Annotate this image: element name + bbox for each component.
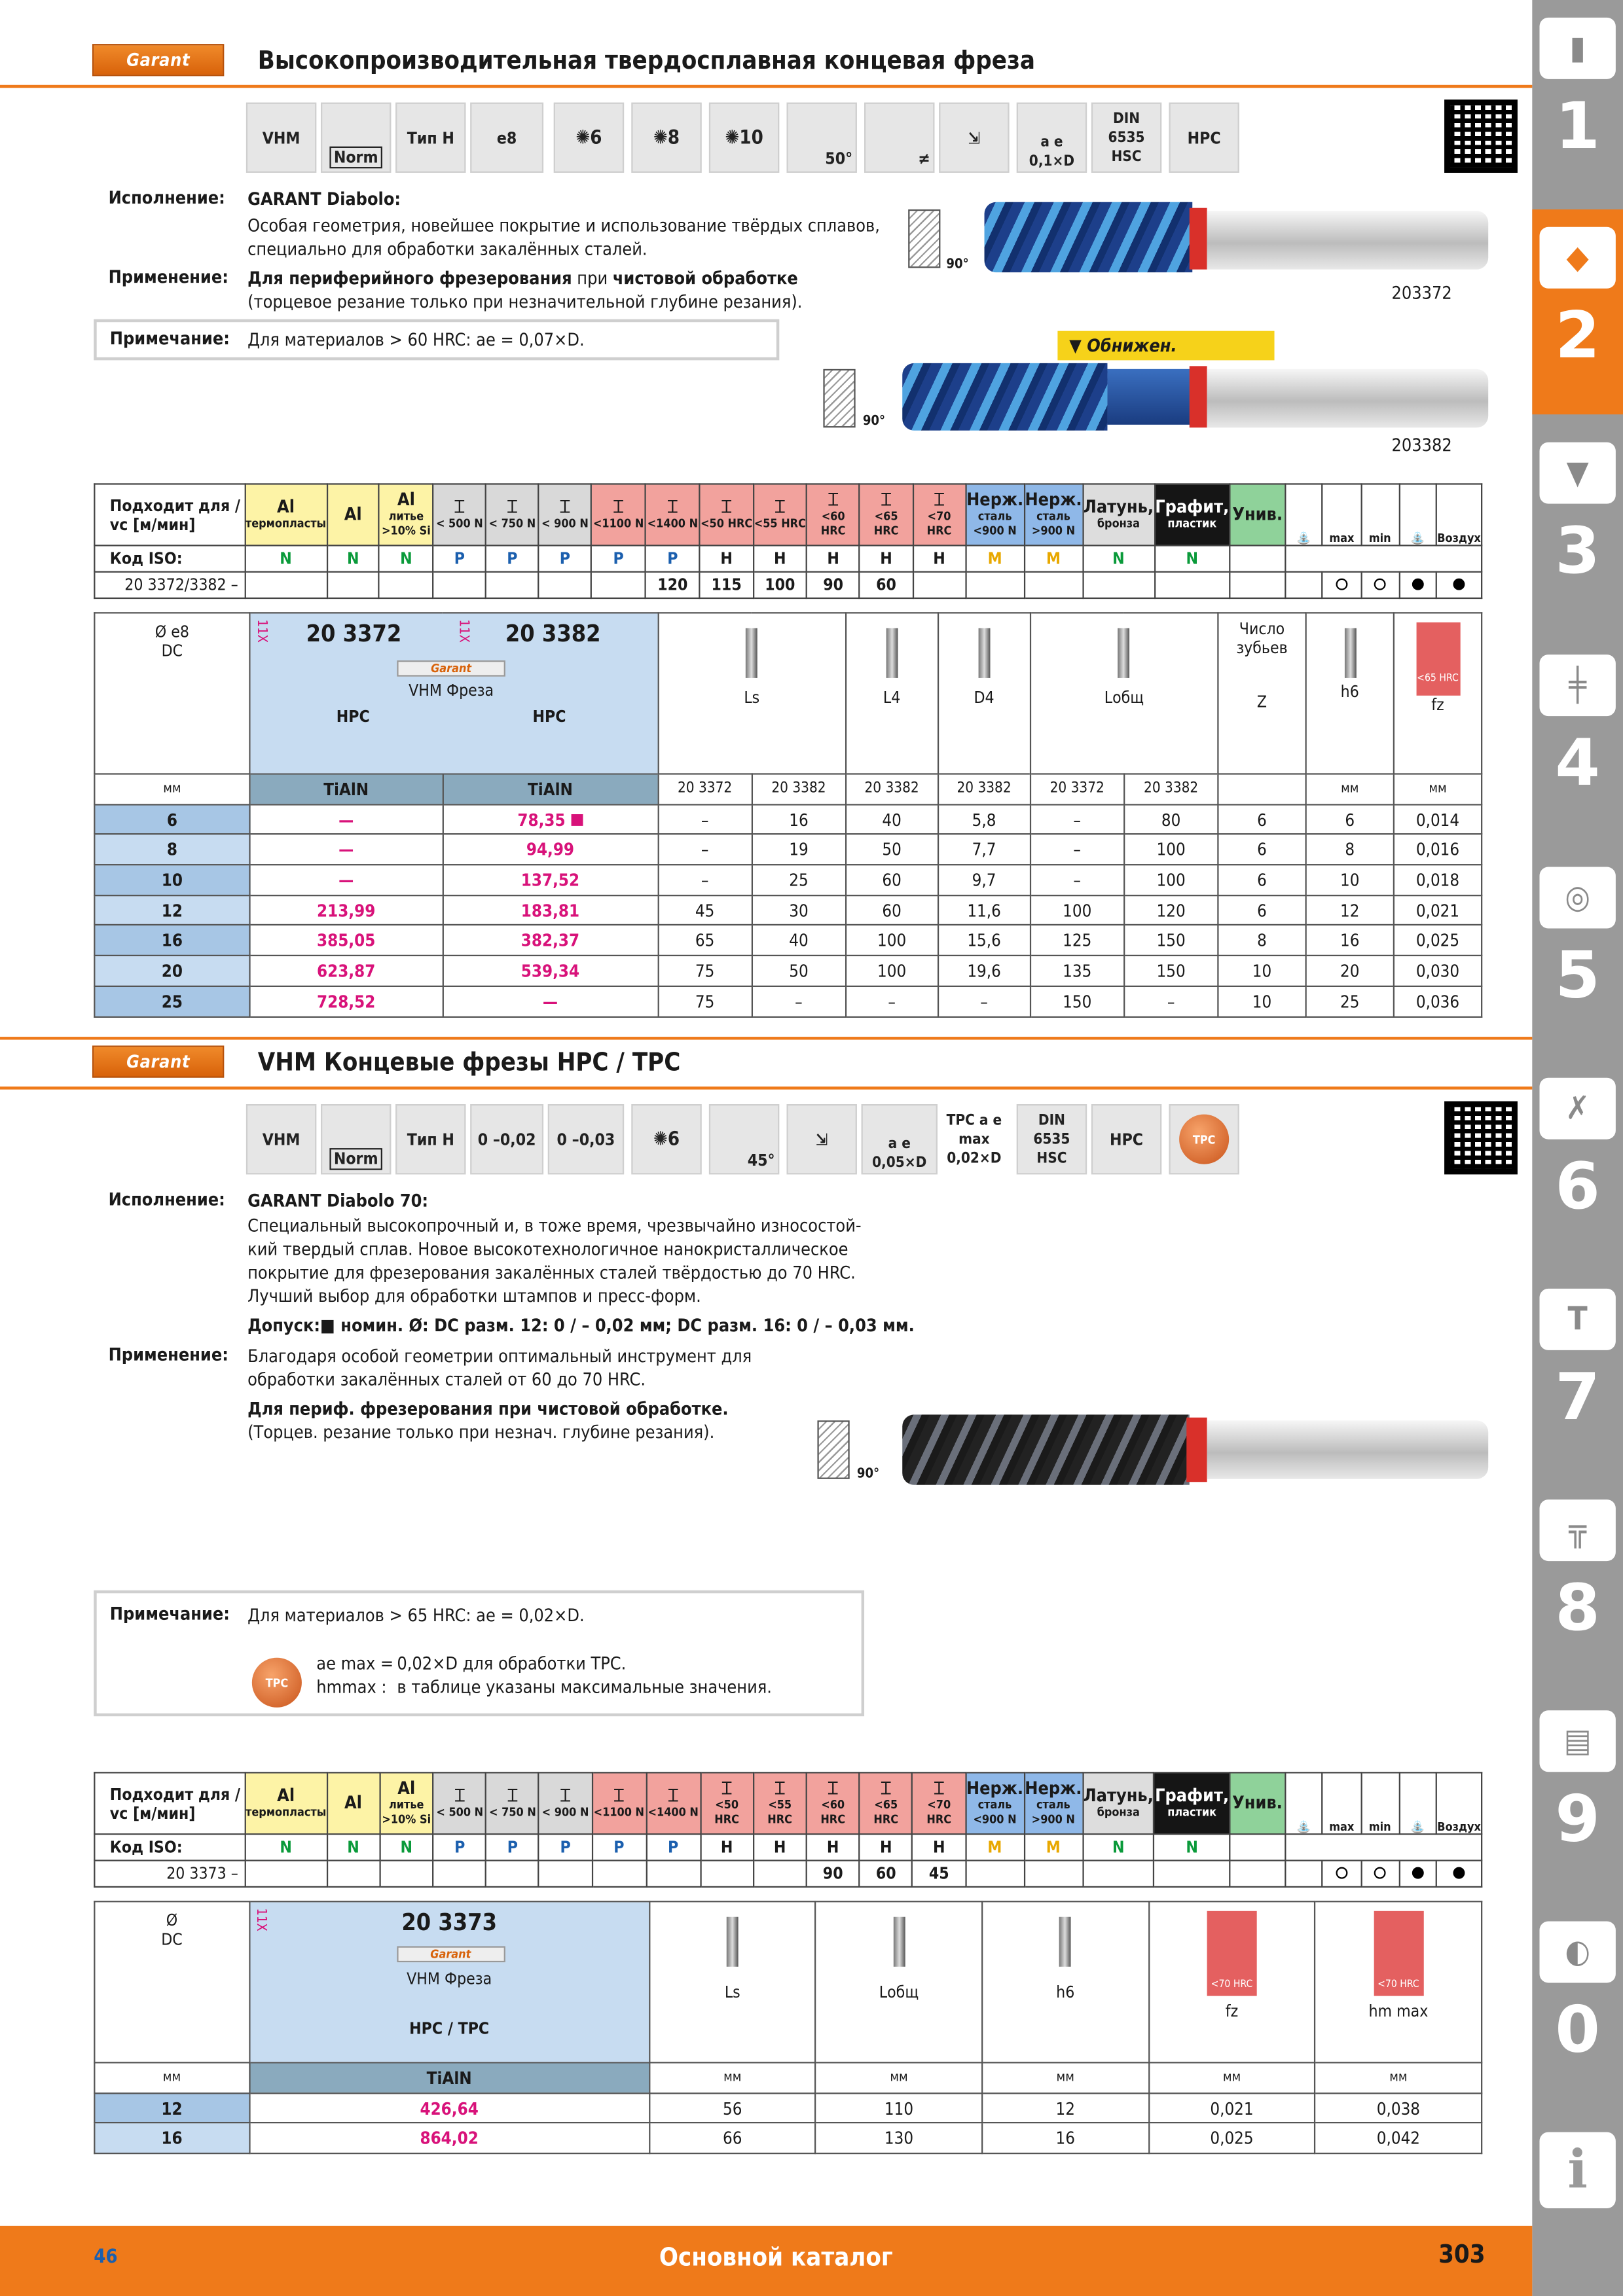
section1-title: Высокопроизводительная твердосплавная концевая фреза bbox=[257, 46, 1035, 77]
iso-cell: P bbox=[433, 1834, 486, 1860]
iso-cell: P bbox=[591, 545, 646, 571]
chuck-icon: ▼ bbox=[1540, 442, 1616, 504]
coolant-col: min bbox=[1361, 484, 1399, 545]
iso-cell: P bbox=[592, 1834, 646, 1860]
vc-cell: 90 bbox=[807, 572, 860, 598]
vc-cell bbox=[1024, 1861, 1082, 1887]
teeth-6-icon: ✺ 6 bbox=[554, 103, 624, 173]
iso-cell: N bbox=[379, 545, 433, 571]
teeth-10-icon: ✺ 10 bbox=[709, 103, 779, 173]
exec-line: покрытие для фрезерования закалённых сталей твёрдостью до 70 HRC. bbox=[247, 1262, 856, 1283]
vc-cell bbox=[592, 1861, 646, 1887]
vc-row: 20 3373 – 90 60 45 bbox=[94, 1861, 1482, 1887]
material-col: ⌶ < 750 N bbox=[486, 484, 539, 545]
tol-003-icon: 0 –0,03 bbox=[548, 1104, 624, 1174]
vc-cell bbox=[539, 572, 592, 598]
section-tabs bbox=[1532, 0, 1623, 2296]
material-col: ⌶ <1400 N bbox=[646, 484, 700, 545]
tab-4[interactable]: ╪ 4 bbox=[1532, 637, 1623, 842]
din-hsc-icon-2: DIN 6535 HSC bbox=[1017, 1104, 1087, 1174]
app-text-1: Для периферийного фрезерования при чистовой обработке bbox=[247, 268, 798, 289]
product-table-2 bbox=[94, 1901, 1482, 2154]
material-col: ⌶ <55 HRC bbox=[754, 1772, 807, 1834]
tool-203382-neck bbox=[1107, 369, 1192, 425]
vc-cell bbox=[327, 1861, 379, 1887]
vc-cell bbox=[1083, 1861, 1154, 1887]
tab-0[interactable]: ◐ 0 bbox=[1532, 1904, 1623, 2109]
garant-logo: Garant bbox=[92, 44, 224, 76]
part-203372: 203372 bbox=[1391, 282, 1452, 304]
material-col: Унив. bbox=[1230, 1772, 1285, 1834]
exec-line: кий твердый сплав. Новое высокотехнологичное нанокристаллическое bbox=[247, 1238, 848, 1260]
norm-icon: Norm bbox=[321, 103, 391, 173]
material-col: Унив. bbox=[1230, 484, 1285, 545]
sub-header: мм TiAlN TiAlN 20 3372 20 3382 20 3382 20 3382 20 3372 20 3382 мм мм bbox=[94, 774, 1482, 804]
vc-cell: 45 bbox=[913, 1861, 966, 1887]
iso-cell: H bbox=[807, 1834, 860, 1860]
vc-cell bbox=[1154, 572, 1230, 598]
tab-1[interactable]: ▮ 1 bbox=[1532, 0, 1623, 205]
tool-203382-flutes bbox=[902, 363, 1107, 431]
cabinet-icon: ▤ bbox=[1540, 1710, 1616, 1772]
coolant-col: Воздух bbox=[1436, 1772, 1482, 1834]
table-row: 16 864,02 66 130 16 0,025 0,042 bbox=[94, 2123, 1482, 2153]
corner-hatch bbox=[908, 209, 940, 268]
vc-cell bbox=[245, 1861, 327, 1887]
table-row: 20 623,87 539,34 75 50 100 19,6 135 150 10 20 0,030 bbox=[94, 956, 1482, 986]
vc-cell bbox=[701, 1861, 754, 1887]
vc-cell: 100 bbox=[753, 572, 807, 598]
material-col: Нерж. сталь >900 N bbox=[1024, 484, 1082, 545]
app-bold: Для периф. фрезерования при чистовой обработке. bbox=[247, 1398, 729, 1420]
material-col: ⌶ <50 HRC bbox=[701, 1772, 754, 1834]
coolant-col: ⛲ bbox=[1399, 484, 1436, 545]
vc-cell bbox=[966, 1861, 1024, 1887]
iso-cell: N bbox=[1154, 545, 1230, 571]
coolant-col: Воздух bbox=[1436, 484, 1482, 545]
iso-cell: N bbox=[327, 545, 379, 571]
suit-label: Подходит для / vc [м/мин] bbox=[94, 1772, 245, 1834]
app-line: Благодаря особой геометрии оптимальный инструмент для bbox=[247, 1346, 752, 1367]
material-col: ⌶ < 500 N bbox=[433, 1772, 486, 1834]
table-row: 25 728,52 — 75 – – – 150 – 10 25 0,036 bbox=[94, 986, 1482, 1016]
helix-45-icon: 45° bbox=[709, 1104, 779, 1174]
saw-blade-icon: ◎ bbox=[1540, 867, 1616, 929]
teeth-8-icon: ✺ 8 bbox=[631, 103, 701, 173]
tab-5[interactable]: ◎ 5 bbox=[1532, 850, 1623, 1054]
part-203382: 203382 bbox=[1391, 435, 1452, 456]
material-col: ⌶ < 500 N bbox=[433, 484, 486, 545]
vc-cell bbox=[380, 1861, 433, 1887]
table-row: 12 213,99 183,81 45 30 60 11,6 100 120 6 12 0,021 bbox=[94, 895, 1482, 925]
material-col: Графит, пластик bbox=[1154, 484, 1230, 545]
material-col: ⌶ <70 HRC bbox=[913, 1772, 966, 1834]
tool-203373-shank bbox=[1207, 1420, 1489, 1479]
vc-cell bbox=[1230, 1861, 1285, 1887]
tab-3[interactable]: ▼ 3 bbox=[1532, 425, 1623, 630]
vhm-icon-2: VHM bbox=[246, 1104, 316, 1174]
material-col: ⌶ <65 HRC bbox=[860, 1772, 913, 1834]
iso-cell: P bbox=[433, 545, 486, 571]
material-col: ⌶ <60 HRC bbox=[807, 484, 860, 545]
exec-text-1: Особая геометрия, новейшее покрытие и использование твёрдых сплавов, bbox=[247, 215, 880, 236]
product-table-1 bbox=[94, 612, 1482, 1017]
iso-cell: H bbox=[860, 1834, 913, 1860]
tpc-icon: TPC bbox=[252, 1658, 302, 1708]
tab-7[interactable]: T 7 bbox=[1532, 1271, 1623, 1476]
wrench-icon: ✗ bbox=[1540, 1078, 1616, 1139]
iso-cell: N bbox=[1154, 1834, 1230, 1860]
vc-cell bbox=[486, 1861, 539, 1887]
vhm-icon: VHM bbox=[246, 103, 316, 173]
table-row: 12 426,64 56 110 12 0,021 0,038 bbox=[94, 2093, 1482, 2123]
reduced-shank-label: ▼ Обнижен. bbox=[1057, 331, 1274, 361]
iso-cell: N bbox=[245, 1834, 327, 1860]
tool-203372-flutes bbox=[985, 202, 1193, 272]
divider bbox=[0, 85, 1532, 88]
iso-cell: P bbox=[486, 1834, 539, 1860]
iso-cell: H bbox=[807, 545, 860, 571]
vc-cell bbox=[646, 1861, 701, 1887]
qr-code-2[interactable] bbox=[1444, 1102, 1518, 1175]
tool-203382-shank bbox=[1207, 369, 1489, 427]
table-header: Ø e8 DC 11X 20 3372 11X 20 3382 Garant VHM Фреза HPC HPC Ls L4 D4 Lобщ Число зубьев Z h6 <65 HRC fz bbox=[94, 613, 1482, 774]
tol-002-icon: 0 –0,02 bbox=[470, 1104, 543, 1174]
ae-icon: a e 0,1×D bbox=[1017, 103, 1087, 173]
material-col: ⌶ < 750 N bbox=[486, 1772, 539, 1834]
qr-code[interactable] bbox=[1444, 99, 1518, 173]
safety-goggles-icon: ◐ bbox=[1540, 1921, 1616, 1982]
exec-title: GARANT Diabolo: bbox=[247, 188, 401, 209]
iso-cell: H bbox=[860, 545, 913, 571]
vc-cell bbox=[1154, 1861, 1230, 1887]
material-col: ⌶ <1100 N bbox=[591, 484, 646, 545]
material-col: Графит, пластик bbox=[1154, 1772, 1230, 1834]
section2-title: VHM Концевые фрезы HPC / TPC bbox=[257, 1048, 681, 1078]
vc-cell bbox=[1024, 572, 1082, 598]
app-last: (Торцев. резание только при незнач. глубине резания). bbox=[247, 1422, 715, 1443]
cutting-direction-icon-2: ⇲ bbox=[786, 1104, 856, 1174]
material-col: ⌶ <1100 N bbox=[592, 1772, 646, 1834]
material-col: Al bbox=[327, 1772, 379, 1834]
pliers-icon: T bbox=[1540, 1289, 1616, 1350]
vc-cell bbox=[245, 572, 327, 598]
coolant-col: ⛲ bbox=[1285, 1772, 1322, 1834]
tab-8[interactable]: ╦ 8 bbox=[1532, 1482, 1623, 1687]
exec-label: Исполнение: bbox=[108, 187, 225, 208]
material-col: ⌶ <65 HRC bbox=[860, 484, 913, 545]
page-number-right: 303 bbox=[1438, 2240, 1486, 2270]
coolant-col: min bbox=[1361, 1772, 1399, 1834]
material-col: ⌶ <60 HRC bbox=[807, 1772, 860, 1834]
iso-cell: M bbox=[1024, 1834, 1082, 1860]
suit-label: Подходит для / vc [м/мин] bbox=[94, 484, 244, 545]
material-col: Нерж. сталь <900 N bbox=[966, 1772, 1024, 1834]
tab-9[interactable]: ▤ 9 bbox=[1532, 1693, 1623, 1897]
table-row: 16 385,05 382,37 65 40 100 15,6 125 150 8 16 0,025 bbox=[94, 925, 1482, 956]
type-h-icon-2: Тип H bbox=[395, 1104, 465, 1174]
tab-info[interactable] bbox=[1532, 2115, 1623, 2226]
iso-cell: H bbox=[913, 1834, 966, 1860]
material-col: Al литье >10% Si bbox=[379, 484, 433, 545]
table-row: 6 — 78,35 – 16 40 5,8 – 80 6 6 0,014 bbox=[94, 804, 1482, 834]
table-row: 10 — 137,52 – 25 60 9,7 – 100 6 10 0,018 bbox=[94, 865, 1482, 895]
app-line: обработки закалённых сталей от 60 до 70 HRC. bbox=[247, 1369, 646, 1390]
suitability-table-1 bbox=[94, 483, 1482, 599]
material-col: ⌶ < 900 N bbox=[539, 1772, 592, 1834]
tpc-badge-icon: TPC bbox=[1169, 1104, 1239, 1174]
vc-cell bbox=[1083, 572, 1154, 598]
app-label: Применение: bbox=[108, 266, 228, 287]
iso-cell: P bbox=[539, 545, 592, 571]
iso-cell: P bbox=[646, 545, 700, 571]
table-row: 8 — 94,99 – 19 50 7,7 – 100 6 8 0,016 bbox=[94, 834, 1482, 865]
material-col: ⌶ <55 HRC bbox=[753, 484, 807, 545]
info-icon: i bbox=[1540, 2132, 1616, 2208]
vc-cell: 60 bbox=[860, 572, 913, 598]
iso-cell: M bbox=[966, 545, 1024, 571]
teeth-6-icon-2: ✺ 6 bbox=[631, 1104, 701, 1174]
tool-203373-flutes bbox=[902, 1414, 1190, 1484]
iso-cell: N bbox=[380, 1834, 433, 1860]
iso-cell: M bbox=[1024, 545, 1082, 571]
corner-hatch-2 bbox=[823, 369, 855, 427]
vc-cell bbox=[433, 572, 486, 598]
material-col: ⌶ <50 HRC bbox=[700, 484, 754, 545]
tab-2[interactable]: ◆ 2 bbox=[1532, 209, 1623, 414]
drill-icon: ▮ bbox=[1540, 18, 1616, 79]
suitability-table-2 bbox=[94, 1772, 1482, 1888]
type-h-icon: Тип H bbox=[395, 103, 465, 173]
vc-cell bbox=[539, 1861, 592, 1887]
material-col: ⌶ < 900 N bbox=[539, 484, 592, 545]
iso-cell: P bbox=[646, 1834, 701, 1860]
material-col: Al bbox=[327, 484, 379, 545]
garant-logo-2: Garant bbox=[92, 1046, 224, 1078]
coolant-col: max bbox=[1322, 484, 1361, 545]
coolant-col: ⛲ bbox=[1399, 1772, 1436, 1834]
vc-cell bbox=[379, 572, 433, 598]
workbench-icon: ╦ bbox=[1540, 1499, 1616, 1561]
iso-cell: N bbox=[1083, 545, 1154, 571]
vc-cell bbox=[433, 1861, 486, 1887]
note-box: Примечание: Для материалов > 60 HRC: ae = 0,07×D. bbox=[94, 319, 779, 361]
iso-cell: H bbox=[753, 545, 807, 571]
table-header: Ø DC 11X 20 3373 Garant VHM Фреза HPC / TPC Ls Lобщ h6 <70 HRC fz <70 HRC hm max bbox=[94, 1901, 1482, 2062]
helix-angle-icon: 50° bbox=[786, 103, 856, 173]
iso-cell: H bbox=[700, 545, 754, 571]
iso-cell: P bbox=[486, 545, 539, 571]
page-number-left: 46 bbox=[94, 2246, 118, 2269]
vc-cell bbox=[327, 572, 379, 598]
vc-cell: 60 bbox=[860, 1861, 913, 1887]
iso-row: Код ISO: N N N P P P P P H H H H H M M N N bbox=[94, 1834, 1482, 1860]
vc-cell: 90 bbox=[807, 1861, 860, 1887]
caliper-icon: ╪ bbox=[1540, 655, 1616, 716]
iso-cell: H bbox=[754, 1834, 807, 1860]
footer-title: Основной каталог bbox=[659, 2243, 893, 2273]
ae-005-icon: a e 0,05×D bbox=[862, 1104, 938, 1174]
iso-cell: H bbox=[913, 545, 966, 571]
tool-203372-shank bbox=[1207, 211, 1489, 269]
tab-6[interactable]: ✗ 6 bbox=[1532, 1060, 1623, 1265]
exec-title-2: GARANT Diabolo 70: bbox=[247, 1191, 429, 1211]
hpc-icon-2: HPC bbox=[1091, 1104, 1161, 1174]
cutting-direction-icon: ⇲ bbox=[939, 103, 1009, 173]
coolant-col: ⛲ bbox=[1285, 484, 1322, 545]
vc-cell bbox=[913, 572, 966, 598]
iso-cell: M bbox=[966, 1834, 1024, 1860]
catalog-page: ▮ 1 ◆ 2 ▼ 3 ╪ 4 ◎ 5 ✗ 6 T 7 ╦ 8 ▤ 9 ◐ 0 i Garant Высокопроизводительная твердосплавная концевая фреза VHM Norm Тип H e8 ✺ 6 ✺ 8 ✺ 10 50° ≠ ⇲ a e 0,1×D DIN 6535 HSC HPC Исполнение: GARANT Diabolo: Особая геометрия, новейшее покрытие и использование твёрдых сплавов, специально для обработки закалённых сталей. Применение: Для периферийного фрезерования при чистовой обработке (торцевое резание только при незначительной глубине резания). Примечание: Для материалов > 60 HRC: ae = 0,07×D. 90° 203372 ▼ Обнижен. 90° 203382 Подходит для / vc [м/мин] Al термопласты Al Al литье >10% Si ⌶ < 500 N ⌶ < 750 N ⌶ < 900 N ⌶ <1100 N ⌶ <1400 N ⌶ <50 HRC ⌶ <55 HRC ⌶ <60 HRC ⌶ <65 HRC ⌶ <70 HRC Нерж. сталь <900 N Нерж. сталь >900 N Латунь, бронза Графит, пластик Унив. ⛲ max min ⛲ Воздух Код ISO: N N N P P P P P H H H H H M M N N 20 3372/3382 – 120 115 100 90 60 Ø e8 DC 11X 20 3372 11X 20 3382 Garant VHM Фреза HPC HPC Ls L4 D4 Lобщ Число зубьев Z h6 <65 HRC fz мм TiAlN TiAlN 20 3372 20 3382 20 3382 20 3382 20 3372 20 3382 мм мм 6 — 78,35 – 16 40 5,8 – 80 6 6 0,014 8 — 94,99 – 19 50 7,7 – 100 6 8 0,016 10 — 137,52 – 25 60 9,7 – 100 6 10 0,018 12 213,99 183,81 45 30 60 11,6 100 120 6 12 0,021 16 385,05 382,37 65 40 100 15,6 125 150 8 16 0,025 20 623,87 539,34 75 50 100 19,6 135 150 10 20 0,030 25 728,52 — 75 – – – 150 – 10 25 0,036 Garant VHM Концевые фрезы HPC / TPC VHM Norm Тип H 0 –0,02 0 –0,03 ✺ 6 45° ⇲ a e 0,05×D TPC a e max 0,02×D DIN 6535 HSC HPC TPC Исполнение: GARANT Diabolo 70: Специальный высокопрочный и, в тоже время, чрезвычайно износостой- кий твердый сплав. Новое высокотехнологичное нанокристаллическое покрытие для фрезерования закалённых сталей твёрдостью до 70 HRC. Лучший выбор для обработки штампов и пресс-форм. Допуск:■ номин. Ø: DC разм. 12: 0 / – 0,02 мм; DC разм. 16: 0 / – 0,03 мм. Применение: Благодаря особой геометрии оптимальный инструмент для обработки закалённых сталей от 60 до 70 HRC. Для периф. фрезерования при чистовой обработке. (Торцев. резание только при незнач. глубине резания). 90° Примечание: Для материалов > 65 HRC: ae = 0,02×D. TPC ae max = 0,02×D для обработки TPC. hmmax : в таблице указаны максимальные значения. Подходит для / vc [м/мин] Al термопласты Al Al литье >10% Si ⌶ < 500 N ⌶ < 750 N ⌶ < 900 N ⌶ <1100 N ⌶ <1400 N ⌶ <50 HRC ⌶ <55 HRC ⌶ <60 HRC ⌶ <65 HRC ⌶ <70 HRC Нерж. сталь <900 N Нерж. сталь >900 N Латунь, бронза Графит, пластик Унив. ⛲ max min ⛲ Воздух Код ISO: N N N P P P P P H H H H H M M N N 20 3373 – 90 60 45 Ø DC 11X 20 3373 Garant VHM Фреза HPC / TPC Ls Lобщ h6 <70 HRC fz <70 HRC hm max мм TiAlN мм мм мм мм мм 12 426,64 56 110 12 0,021 0,038 16 864,02 66 130 16 0,025 0,042 46 Основной каталог 303 bbox=[0, 0, 1623, 2296]
material-col: ⌶ <70 HRC bbox=[913, 484, 966, 545]
iso-cell: P bbox=[539, 1834, 592, 1860]
iso-cell bbox=[1230, 545, 1285, 571]
app-label-2: Применение: bbox=[108, 1344, 228, 1365]
iso-cell: N bbox=[245, 545, 327, 571]
iso-cell: N bbox=[1083, 1834, 1154, 1860]
suit-header-row bbox=[94, 484, 1482, 545]
vc-row: 20 3372/3382 – 120 115 100 90 60 bbox=[94, 572, 1482, 598]
material-col: Нерж. сталь <900 N bbox=[966, 484, 1024, 545]
din-hsc-icon: DIN 6535 HSC bbox=[1091, 103, 1161, 173]
vc-cell bbox=[591, 572, 646, 598]
norm-icon-2: Norm bbox=[321, 1104, 391, 1174]
suit-header-row bbox=[94, 1772, 1482, 1834]
footer bbox=[0, 2226, 1532, 2296]
iso-cell: H bbox=[701, 1834, 754, 1860]
tolerance-e8-icon: e8 bbox=[470, 103, 543, 173]
hpc-icon: HPC bbox=[1169, 103, 1239, 173]
iso-cell bbox=[1230, 1834, 1285, 1860]
material-col: Нерж. сталь >900 N bbox=[1024, 1772, 1082, 1834]
iso-cell: N bbox=[327, 1834, 379, 1860]
exec-line: Специальный высокопрочный и, в тоже время, чрезвычайно износостой- bbox=[247, 1215, 862, 1236]
iso-row: Код ISO: N N N P P P P P H H H H H M M N N bbox=[94, 545, 1482, 571]
material-col: Al литье >10% Si bbox=[380, 1772, 433, 1834]
insert-icon: ◆ bbox=[1540, 227, 1616, 289]
vc-cell: 115 bbox=[700, 572, 754, 598]
exec-line: Лучший выбор для обработки штампов и пресс-форм. bbox=[247, 1285, 701, 1306]
unequal-pitch-icon: ≠ bbox=[864, 103, 934, 173]
vc-cell: 120 bbox=[646, 572, 700, 598]
note-box-2: Примечание: Для материалов > 65 HRC: ae = 0,02×D. TPC ae max = 0,02×D для обработки TPC. hmmax : в таблице указаны максимальные значения. bbox=[94, 1590, 864, 1716]
material-col: Al термопласты bbox=[245, 484, 327, 545]
material-col: Al термопласты bbox=[245, 1772, 327, 1834]
tool-203372-band bbox=[1190, 208, 1207, 270]
material-col: ⌶ <1400 N bbox=[646, 1772, 701, 1834]
vc-cell bbox=[1230, 572, 1285, 598]
material-col: Латунь, бронза bbox=[1083, 484, 1154, 545]
vc-cell bbox=[966, 572, 1024, 598]
corner-hatch-3 bbox=[817, 1420, 849, 1479]
exec-label-2: Исполнение: bbox=[108, 1189, 225, 1210]
coolant-col: max bbox=[1322, 1772, 1361, 1834]
app-text-2: (торцевое резание только при незначительной глубине резания). bbox=[247, 291, 803, 312]
vc-cell bbox=[754, 1861, 807, 1887]
vc-cell bbox=[486, 572, 539, 598]
sub-header: мм TiAlN мм мм мм мм мм bbox=[94, 2062, 1482, 2092]
material-col: Латунь, бронза bbox=[1083, 1772, 1154, 1834]
tpc-ae-icon: TPC a e max 0,02×D bbox=[939, 1104, 1009, 1174]
tolerance-text: Допуск:■ номин. Ø: DC разм. 12: 0 / – 0,02 мм; DC разм. 16: 0 / – 0,03 мм. bbox=[247, 1315, 915, 1336]
exec-text-2: специально для обработки закалённых сталей. bbox=[247, 238, 647, 260]
